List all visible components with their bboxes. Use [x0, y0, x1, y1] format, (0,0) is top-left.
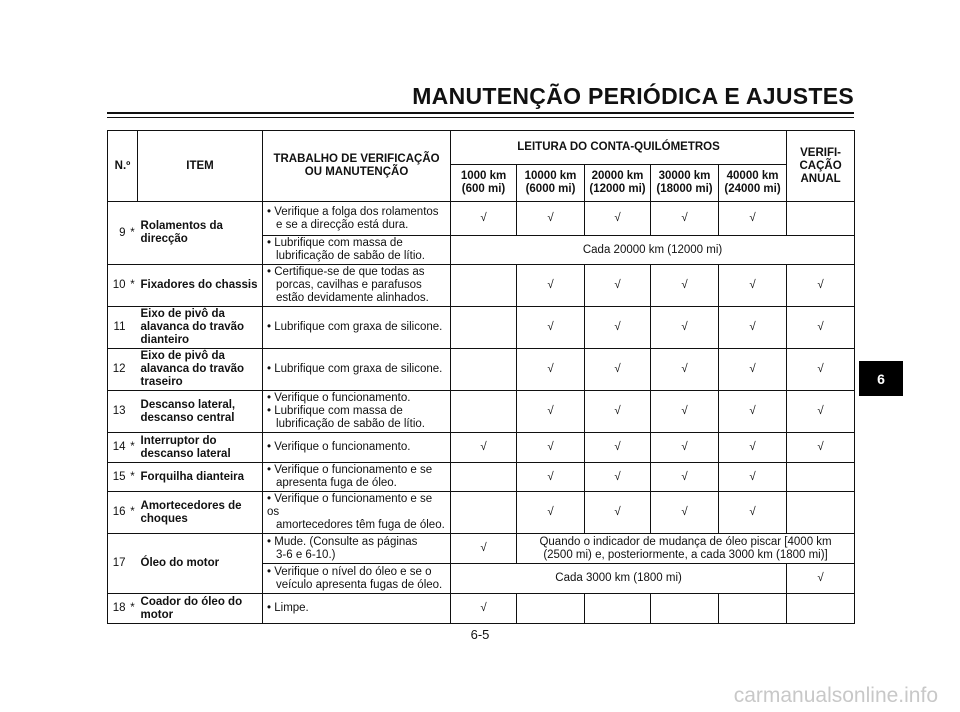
check-cell: √ [719, 463, 787, 492]
empty-cell [787, 202, 855, 236]
item-line: descanso lateral [140, 447, 231, 460]
row-star [128, 391, 138, 433]
interval-mi: (600 mi) [461, 183, 506, 195]
interval-mi: (24000 mi) [724, 183, 781, 195]
header-item: ITEM [138, 131, 263, 202]
work-line: • Certifique-se de que todas as [267, 266, 425, 278]
item-line: Rolamentos da [140, 220, 223, 232]
work-line: • Verifique o funcionamento. [267, 441, 411, 453]
check-cell: √ [651, 307, 719, 349]
table-row [108, 492, 855, 534]
check-cell: √ [719, 349, 787, 391]
check-cell: √ [517, 492, 585, 534]
work-line: • Lubrifique com massa de [267, 237, 403, 249]
check-cell: √ [517, 202, 585, 236]
interval-mi: (18000 mi) [656, 183, 713, 195]
item-name [138, 492, 263, 534]
header-interval [517, 165, 585, 202]
work-description [263, 492, 451, 534]
span-line: (2500 mi) e, posteriormente, a cada 3000 km (1800 mi)] [543, 548, 828, 561]
check-cell: √ [787, 349, 855, 391]
row-star [128, 534, 138, 594]
row-number: 9 [108, 202, 128, 265]
item-name [138, 202, 263, 265]
work-line: lubrificação de sabão de lítio. [276, 418, 425, 430]
check-cell: √ [517, 433, 585, 463]
row-number: 12 [108, 349, 128, 391]
span-line: Quando o indicador de mudança de óleo piscar [4000 km [539, 535, 832, 548]
check-cell: √ [787, 391, 855, 433]
interval-span [517, 534, 855, 564]
work-line: • Mude. (Consulte as páginas [267, 535, 418, 548]
item-line: Eixo de pivô da [140, 308, 225, 320]
check-cell: √ [719, 202, 787, 236]
chapter-tab: 6 [859, 361, 903, 396]
title-rule-thin [107, 117, 854, 118]
row-number: 13 [108, 391, 128, 433]
table-row [108, 534, 855, 564]
header-odometer: LEITURA DO CONTA-QUILÓMETROS [451, 131, 787, 165]
item-name [138, 433, 263, 463]
work-line: e se a direcção está dura. [276, 218, 409, 231]
check-cell: √ [585, 433, 651, 463]
title-rule-thick [107, 112, 854, 114]
work-line: • Verifique o funcionamento e se os [267, 493, 433, 518]
table-row [108, 391, 855, 433]
item-line: Descanso lateral, [140, 398, 236, 411]
empty-cell [517, 594, 585, 624]
work-description [263, 349, 451, 391]
empty-cell [451, 492, 517, 534]
row-number: 14 [108, 433, 128, 463]
row-number: 17 [108, 534, 128, 594]
work-line: porcas, cavilhas e parafusos [276, 279, 422, 291]
table-row [108, 265, 855, 307]
item-line: direcção [140, 233, 188, 245]
item-line: choques [140, 512, 188, 525]
check-cell: √ [719, 492, 787, 534]
item-line: Interruptor do [140, 434, 217, 447]
check-cell: √ [585, 492, 651, 534]
work-line: lubrificação de sabão de lítio. [276, 250, 425, 262]
check-cell: √ [517, 349, 585, 391]
check-cell: √ [585, 463, 651, 492]
table-row [108, 349, 855, 391]
empty-cell [651, 594, 719, 624]
header-interval [585, 165, 651, 202]
work-description [263, 534, 451, 564]
check-cell: √ [651, 492, 719, 534]
empty-cell [451, 307, 517, 349]
work-description [263, 594, 451, 624]
item-line: descanso central [140, 411, 235, 424]
empty-cell [451, 391, 517, 433]
row-star: * [128, 202, 138, 265]
row-number: 18 [108, 594, 128, 624]
table-row [108, 433, 855, 463]
item-name [138, 594, 263, 624]
work-description [263, 391, 451, 433]
table-row [108, 307, 855, 349]
row-number: 16 [108, 492, 128, 534]
row-star: * [128, 492, 138, 534]
item-line: alavanca do travão [140, 321, 245, 333]
empty-cell [787, 594, 855, 624]
work-description [263, 564, 451, 594]
check-cell: √ [651, 202, 719, 236]
item-name [138, 265, 263, 307]
empty-cell [787, 463, 855, 492]
work-description [263, 236, 451, 265]
row-number: 11 [108, 307, 128, 349]
item-name [138, 307, 263, 349]
interval-km: 10000 km [524, 170, 577, 182]
work-line: • Verifique o funcionamento. [267, 392, 411, 404]
interval-mi: (12000 mi) [589, 183, 646, 195]
work-line: amortecedores têm fuga de óleo. [276, 519, 445, 531]
empty-cell [585, 594, 651, 624]
header-annual-line1: VERIFI- [800, 146, 842, 159]
check-cell: √ [651, 391, 719, 433]
header-work [263, 131, 451, 202]
work-description [263, 463, 451, 492]
empty-cell [451, 265, 517, 307]
item-line: motor [140, 608, 174, 621]
check-cell: √ [451, 202, 517, 236]
item-name [138, 463, 263, 492]
empty-cell [451, 463, 517, 492]
check-cell: √ [719, 307, 787, 349]
check-cell: √ [517, 307, 585, 349]
check-cell: √ [585, 391, 651, 433]
row-star: * [128, 463, 138, 492]
row-number: 10 [108, 265, 128, 307]
item-line: Forquilha dianteira [140, 470, 245, 483]
item-line: Coador do óleo do [140, 595, 243, 608]
work-line: veículo apresenta fugas de óleo. [276, 578, 443, 591]
check-cell: √ [651, 433, 719, 463]
item-line: Eixo de pivô da [140, 350, 225, 362]
header-work-line1: TRABALHO DE VERIFICAÇÃO [273, 153, 440, 165]
check-cell: √ [719, 433, 787, 463]
work-line: • Verifique o nível do óleo e se o [267, 565, 432, 578]
header-annual-line3: ANUAL [800, 172, 841, 185]
check-cell: √ [517, 391, 585, 433]
empty-cell [787, 492, 855, 534]
check-cell: √ [787, 564, 855, 594]
work-description [263, 265, 451, 307]
work-description [263, 307, 451, 349]
work-line: estão devidamente alinhados. [276, 292, 429, 304]
work-line: 3-6 e 6-10.) [276, 548, 336, 561]
check-cell: √ [585, 265, 651, 307]
row-star: * [128, 594, 138, 624]
header-work-line2: OU MANUTENÇÃO [304, 166, 409, 178]
check-cell: √ [585, 349, 651, 391]
item-line: Amortecedores de [140, 499, 242, 512]
table-row [108, 463, 855, 492]
row-star: * [128, 265, 138, 307]
row-star: * [128, 433, 138, 463]
check-cell: √ [651, 349, 719, 391]
item-line: Fixadores do chassis [140, 279, 258, 291]
empty-cell [451, 349, 517, 391]
header-interval [451, 165, 517, 202]
header-no: N.º [108, 131, 138, 202]
check-cell: √ [787, 433, 855, 463]
interval-mi: (6000 mi) [525, 183, 576, 195]
page-title: MANUTENÇÃO PERIÓDICA E AJUSTES [412, 83, 854, 109]
work-description [263, 202, 451, 236]
item-line: traseiro [140, 376, 183, 388]
work-line: • Lubrifique com graxa de silicone. [267, 321, 443, 333]
work-line: • Verifique a folga dos rolamentos [267, 205, 439, 218]
table-row [108, 202, 855, 236]
row-star [128, 349, 138, 391]
header-annual-line2: CAÇÃO [799, 159, 842, 172]
check-cell: √ [719, 391, 787, 433]
row-star [128, 307, 138, 349]
check-cell: √ [651, 463, 719, 492]
item-line: alavanca do travão [140, 363, 245, 375]
work-line: apresenta fuga de óleo. [276, 477, 397, 489]
check-cell: √ [585, 202, 651, 236]
page-number: 6-5 [470, 627, 490, 642]
check-cell: √ [719, 265, 787, 307]
item-line: dianteiro [140, 334, 190, 346]
item-name [138, 391, 263, 433]
work-description [263, 433, 451, 463]
item-name [138, 349, 263, 391]
interval-km: 20000 km [591, 170, 644, 182]
check-cell: √ [517, 463, 585, 492]
interval-span: Cada 20000 km (12000 mi) [451, 236, 855, 265]
work-line: • Limpe. [267, 602, 309, 614]
row-number: 15 [108, 463, 128, 492]
item-line: Óleo do motor [140, 557, 220, 569]
header-interval [651, 165, 719, 202]
check-cell: √ [787, 265, 855, 307]
check-cell: √ [585, 307, 651, 349]
work-line: • Lubrifique com massa de [267, 405, 403, 417]
check-cell: √ [517, 265, 585, 307]
interval-km: 40000 km [726, 170, 779, 182]
header-interval [719, 165, 787, 202]
table-row [108, 594, 855, 624]
maintenance-table [107, 130, 855, 624]
work-line: • Verifique o funcionamento e se [267, 464, 433, 476]
watermark: carmanualsonline.info [733, 684, 938, 707]
header-annual [787, 131, 855, 202]
item-name [138, 534, 263, 594]
interval-km: 30000 km [658, 170, 711, 182]
check-cell: √ [451, 433, 517, 463]
check-cell: √ [651, 265, 719, 307]
check-cell: √ [451, 534, 517, 564]
empty-cell [719, 594, 787, 624]
check-cell: √ [451, 594, 517, 624]
interval-km: 1000 km [460, 170, 507, 182]
interval-span: Cada 3000 km (1800 mi) [451, 564, 787, 594]
work-line: • Lubrifique com graxa de silicone. [267, 363, 443, 375]
check-cell: √ [787, 307, 855, 349]
